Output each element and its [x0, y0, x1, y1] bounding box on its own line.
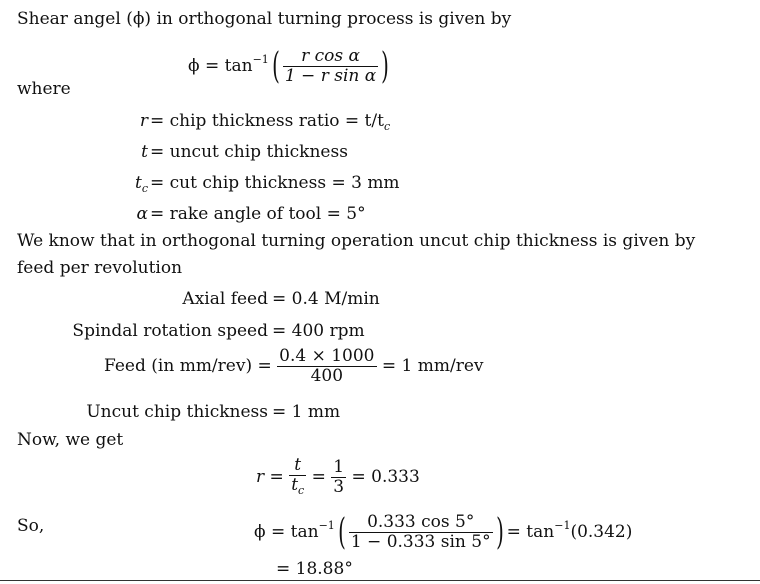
phi-denominator: 1 − 0.333 sin 5°	[350, 532, 491, 552]
phi-fraction	[349, 513, 493, 552]
left-paren: (	[271, 45, 280, 87]
intro-text: Shear angel (ϕ) in orthogonal turning process is given by	[17, 9, 512, 29]
def-text-alpha: = rake angle of tool = 5°	[150, 204, 366, 224]
feed-calculation	[104, 346, 484, 386]
uncut-thickness-value: = 1 mm	[272, 402, 341, 422]
formula-fraction	[283, 47, 378, 86]
paragraph-line-1: We know that in orthogonal turning operation uncut chip thickness is given by	[17, 231, 696, 251]
ratio-result: = 0.333	[351, 467, 420, 487]
def-symbol-alpha: α	[136, 204, 148, 224]
ratio-f1-numerator: t	[289, 456, 306, 476]
phi-rhs-power: −1	[554, 519, 571, 532]
spindle-speed-label: Spindal rotation speed	[72, 321, 268, 341]
ratio-fraction-1	[289, 456, 306, 500]
def-symbol-t: t	[141, 142, 148, 162]
def-symbol-tc: $t_c$	[134, 173, 148, 195]
phi-calculation	[254, 504, 632, 554]
phi-numerator: 0.333 cos 5°	[349, 513, 493, 533]
where-text: where	[17, 79, 71, 99]
phi-left-paren: (	[337, 511, 346, 553]
axial-feed-label: Axial feed	[182, 289, 268, 309]
def-text-r: = chip thickness ratio = $t/t_c$	[150, 111, 391, 133]
bottom-divider	[0, 580, 760, 581]
spindle-speed-value: = 400 rpm	[272, 321, 365, 341]
phi-power: −1	[318, 519, 335, 532]
phi-rhs-arg: (0.342)	[570, 522, 633, 542]
def-text-tc: = cut chip thickness = 3 mm	[150, 173, 400, 193]
shear-angle-formula	[188, 40, 392, 87]
feed-denominator: 400	[310, 366, 344, 386]
formula-numerator: r cos α	[283, 47, 378, 67]
phi-rhs: = tan	[506, 522, 555, 542]
final-result: = 18.88°	[276, 559, 353, 579]
axial-feed-value: = 0.4 M/min	[272, 289, 380, 309]
paragraph-line-2: feed per revolution	[17, 258, 183, 278]
feed-numerator: 0.4 × 1000	[279, 346, 375, 366]
ratio-f2-numerator: 1	[333, 457, 345, 477]
ratio-fraction-2	[331, 458, 346, 497]
ratio-eq: =	[311, 467, 326, 487]
ratio-f1-denominator: $t_c$	[291, 474, 305, 497]
feed-result: = 1 mm/rev	[381, 356, 484, 376]
formula-power: −1	[252, 53, 269, 66]
formula-denominator: 1 − r sin α	[284, 66, 377, 86]
uncut-thickness-label: Uncut chip thickness	[86, 402, 268, 422]
feed-label: Feed (in mm/rev) =	[104, 356, 272, 376]
phi-lhs: ϕ = tan	[254, 522, 319, 542]
ratio-lhs: r =	[256, 467, 284, 487]
def-symbol-r: r	[139, 111, 148, 131]
phi-right-paren: )	[495, 511, 504, 553]
ratio-f2-denominator: 3	[333, 477, 345, 497]
so-text: So,	[17, 516, 45, 536]
feed-fraction	[277, 347, 376, 386]
ratio-calculation	[256, 455, 420, 500]
formula-lhs: ϕ = tan	[188, 56, 253, 76]
def-text-t: = uncut chip thickness	[150, 142, 348, 162]
now-text: Now, we get	[17, 430, 124, 450]
right-paren: )	[381, 45, 390, 87]
